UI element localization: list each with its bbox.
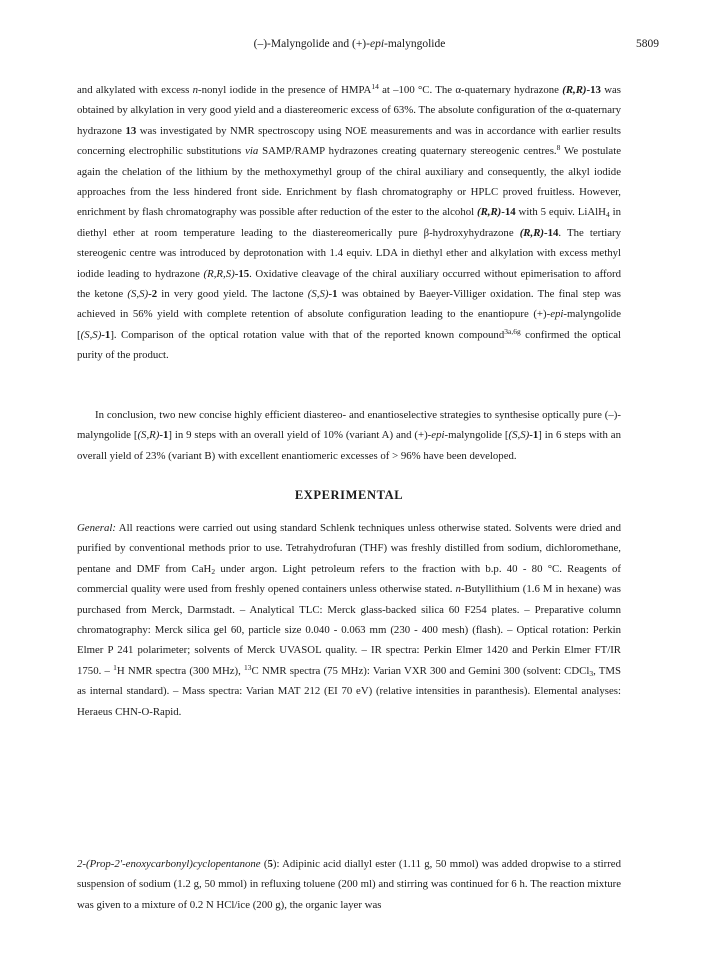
text-run: -nonyl iodide in the presence of HMPA	[198, 84, 372, 96]
text-run: in diethyl ether at room temperature leading to the diastereomerically pure β-hydroxyhydrazone	[77, 206, 621, 239]
text-run: (	[260, 858, 268, 870]
compound-number: 13	[125, 124, 137, 137]
stereo-descriptor: (S,S)	[127, 288, 149, 301]
text-run: -	[529, 429, 533, 442]
text-run: C NMR spectra (75 MHz): Varian VXR 300 and Gemini 300 (solvent: CDCl	[251, 664, 590, 677]
text-run: ]. Comparison of the optical rotation value with that of the reported known compound	[110, 328, 505, 341]
compound-number: 5	[267, 858, 273, 870]
stereo-descriptor: (R,R)	[519, 226, 544, 239]
text-run: In conclusion, two new concise highly efficient diastereo- and enantioselective strategies to synthesise optically pure (–)-malyngolide [	[77, 409, 621, 442]
text-run: -	[501, 206, 505, 219]
text-run: -	[544, 226, 548, 239]
text-run: epi	[431, 429, 445, 442]
text-run: SAMP/RAMP hydrazones creating quaternary stereogenic centres.	[258, 145, 557, 158]
running-title-text: (–)-Malyngolide and (+)-	[253, 38, 370, 50]
running-title-epi: epi	[369, 38, 385, 50]
paragraph-text	[77, 80, 621, 366]
text-run: ] in 6 steps with an overall yield of 23% (variant B) with excellent enantiomeric excesses of > 96% have been developed.	[77, 429, 621, 462]
running-head	[40, 38, 659, 54]
section-heading-experimental: EXPERIMENTAL	[294, 488, 404, 502]
running-title-text: -malyngolide	[384, 38, 446, 50]
text-run: n	[455, 583, 461, 596]
text-run: -malyngolide [	[77, 308, 621, 341]
compound-number: 1	[532, 429, 539, 442]
reference-superscript: 3a,6g	[504, 326, 521, 336]
compound-number: 2	[151, 288, 158, 301]
text-run: was obtained by alkylation in very good yield and a diastereomeric excess of 63%. The absolute configuration of the α-quaternary hydrazone	[77, 84, 621, 137]
results-paragraph	[77, 80, 621, 366]
general-methods-paragraph	[77, 518, 621, 722]
stereo-descriptor: (S,S)	[80, 328, 102, 341]
isotope-superscript: 1	[113, 662, 117, 672]
text-run: at –100 °C. The α-quaternary hydrazone	[378, 84, 563, 96]
text-run: was obtained by Baeyer-Villiger oxidation. The final step was achieved in 56% yield with complete retention of absolute configuration leading to the enantiopure (+)-	[77, 288, 622, 321]
text-run: was investigated by NMR spectroscopy using NOE measurements and was in accordance with earlier results concerning electrophilic substitutions	[77, 124, 621, 158]
stereo-descriptor: (R,R)	[476, 206, 502, 219]
text-run: -	[101, 328, 105, 341]
compound-number: 1	[332, 288, 338, 301]
stereo-descriptor: (R,R,S)	[203, 267, 235, 280]
text-run: -	[159, 429, 163, 442]
text-run: epi	[550, 308, 564, 321]
text-run: H NMR spectra (300 MHz),	[116, 664, 245, 677]
compound-number: 15	[238, 267, 250, 280]
text-run: All reactions were carried out using standard Schlenk techniques unless otherwise stated. Solvents were dried and purified by conventional methods prior to use. Tetrahydrofuran (THF) was freshly distilled from sodium, dichloromethane, pentane and DMF from CaH	[77, 522, 621, 575]
paragraph-text	[77, 518, 621, 722]
page-number: 5809	[636, 38, 659, 50]
reference-superscript: 14	[371, 82, 379, 91]
text-run: -	[328, 288, 333, 301]
text-run: , TMS as internal standard). – Mass spectra: Varian MAT 212 (EI 70 eV) (relative intensities in paranthesis). Elemental analyses: Heraeus CHN-O-Rapid.	[77, 664, 621, 718]
stereo-descriptor: (R,R)	[562, 84, 587, 96]
conclusion-paragraph	[77, 405, 621, 466]
formula-subscript: 4	[605, 210, 610, 220]
compound-number: 1	[104, 328, 111, 341]
text-run: confirmed the optical purity of the product.	[77, 328, 621, 362]
compound-number: 13	[590, 84, 601, 96]
text-run: -Butyllithium (1.6 M in hexane) was purchased from Merck, Darmstadt. – Analytical TLC: Merck glass-backed silica 60 F254 plates. – Preparative column chromatography: Merck silica gel 60, particle size 0.040 - 0.063 mm (230 - 400 mesh) (flash). – Optical rotation: Perkin Elmer P 241 polarimeter; solvents of Merck UVASOL quality. – IR spectra: Perkin Elmer 1420 and Perkin Elmer FT/IR 1750. –	[77, 583, 621, 677]
text-run: and alkylated with excess	[77, 84, 193, 96]
text-run: in very good yield. The lactone	[157, 288, 308, 301]
paragraph-text	[77, 405, 621, 466]
stereo-descriptor: (S,S)	[508, 429, 530, 442]
compound-procedure-paragraph	[77, 854, 621, 915]
text-run: . Oxidative cleavage of the chiral auxiliary occurred without epimerisation to afford the ketone	[77, 267, 621, 301]
text-run: with 5 equiv. LiAlH	[515, 206, 606, 219]
run-in-heading: General:	[77, 522, 116, 534]
paragraph-text	[77, 854, 621, 915]
text-run: -	[148, 288, 152, 301]
compound-number: 14	[547, 226, 559, 239]
stereo-descriptor: (S,S)	[307, 288, 329, 301]
text-run: We postulate again the chelation of the lithium by the methoxymethyl group of the chiral auxiliary and consequently, the alkyl iodide approaches from the less hindered front side. Enrichment by flash chromatography or HPLC proved fruitless. However, enrichment by flash chromatography was possible after reduction of the ester to the alcohol	[77, 145, 621, 219]
text-run: . The tertiary stereogenic centre was introduced by deprotonation with 1.4 equiv. LDA in diethyl ether and alkylation with excess methyl iodide leading to hydrazone	[77, 226, 621, 280]
text-run: via	[245, 145, 259, 158]
text-run: -	[586, 84, 591, 96]
compound-number: 14	[504, 206, 516, 219]
text-run: under argon. Light petroleum refers to the fraction with b.p. 40 - 80 °C. Reagents of commercial quality were used from freshly opened containers unless otherwise stated.	[77, 562, 622, 596]
reference-superscript: 8	[556, 143, 561, 153]
text-run: -	[234, 267, 239, 280]
running-title	[40, 38, 659, 50]
compound-number: 1	[162, 429, 169, 442]
text-run: n	[192, 84, 198, 96]
text-run: -malyngolide [	[444, 429, 509, 442]
compound-name: 2-(Prop-2'-enoxycarbonyl)cyclopentanone	[77, 858, 261, 870]
stereo-descriptor: (S,R)	[137, 429, 160, 442]
formula-subscript: 3	[589, 668, 594, 678]
formula-subscript: 2	[211, 566, 216, 576]
text-run: ] in 9 steps with an overall yield of 10% (variant A) and (+)-	[168, 429, 432, 442]
text-run: ): Adipinic acid diallyl ester (1.11 g, 50 mmol) was added dropwise to a stirred suspension of sodium (1.2 g, 50 mmol) in refluxing toluene (200 ml) and stirring was continued for 6 h. The reaction mixture was given to a mixture of 0.2 N HCl/ice (200 g), the organic layer was	[77, 858, 621, 911]
isotope-superscript: 13	[244, 662, 252, 672]
